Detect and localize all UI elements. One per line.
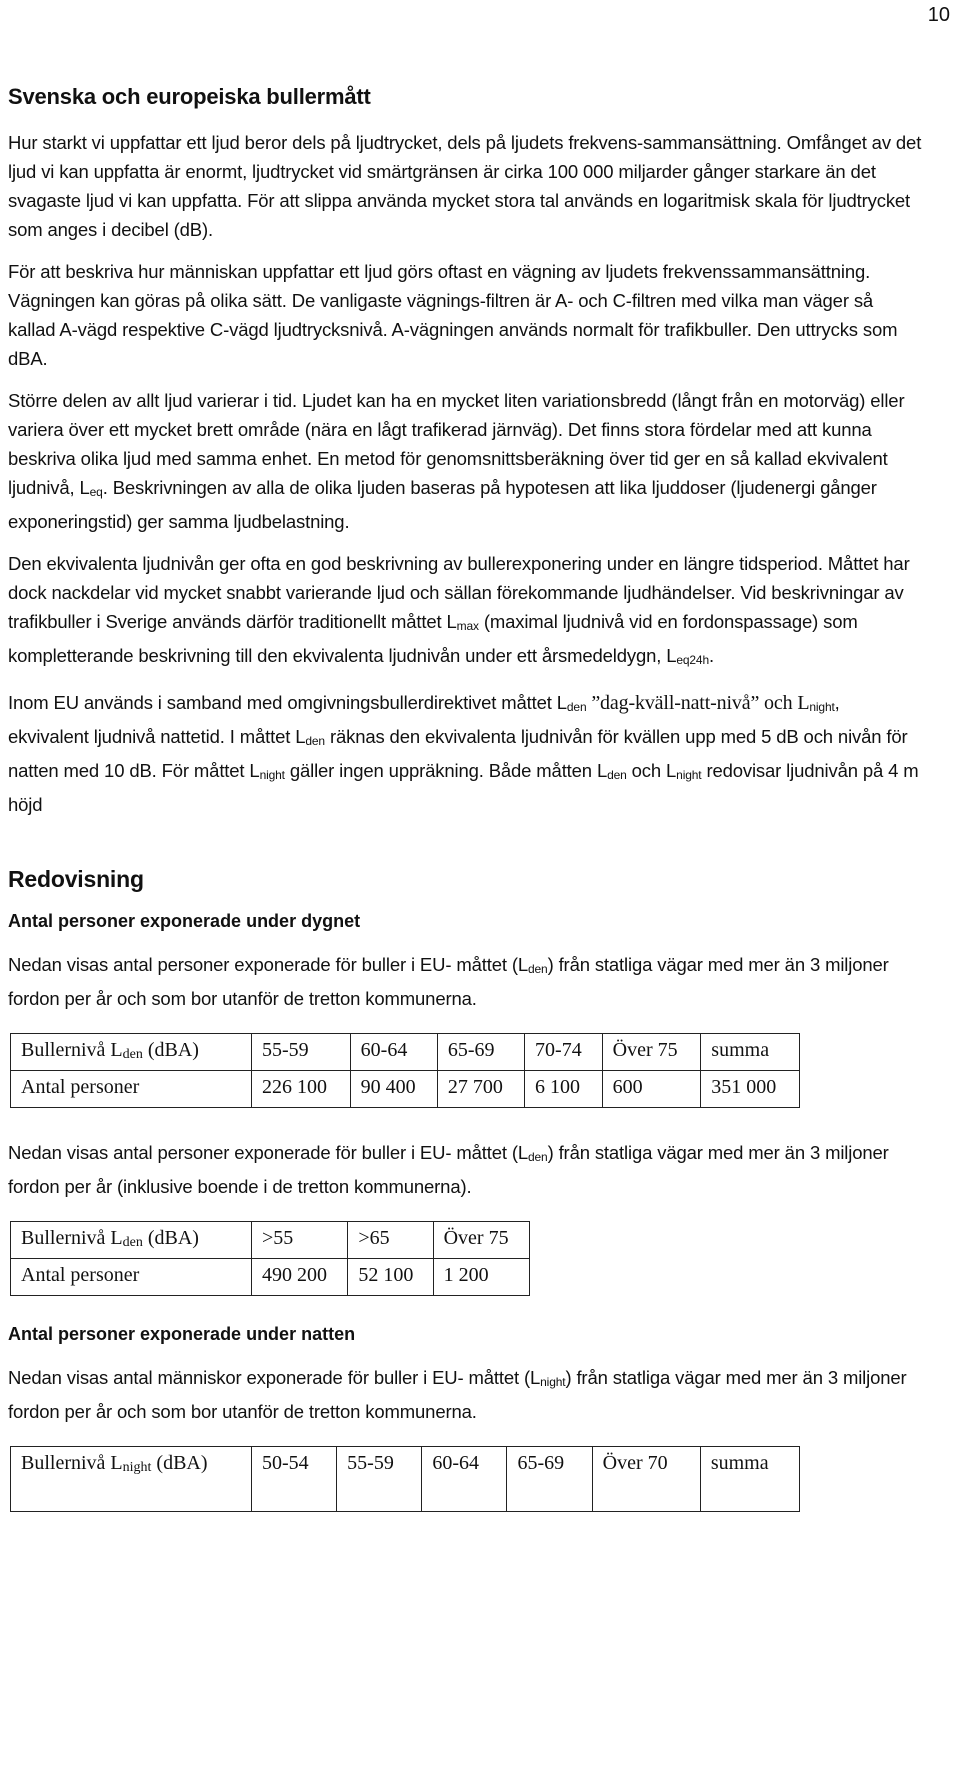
table-row-label: Antal personer bbox=[11, 1259, 252, 1296]
table-cell: 27 700 bbox=[437, 1071, 524, 1108]
paragraph-4: Den ekvivalenta ljudnivån ger ofta en god beskrivning av bullerexponering under en längre tidsperiod. Måttet har dock nackdelar vid mycket snabbt varierande ljud och sällan förekommande ljudhändelser. Vid beskrivningar av trafikbuller i Sverige används därför traditionellt måttet $L_{max}$ (maximal ljudnivå vid en fordonspassage) som kompletterande beskrivning till den ekvivalenta ljudnivån under ett årsmedeldygn, $L_{eq24h}$. bbox=[8, 553, 910, 667]
table-cell: >55 bbox=[252, 1222, 348, 1259]
table-row bbox=[11, 1071, 800, 1108]
table-row bbox=[11, 1259, 530, 1296]
paragraph-5: Inom EU används i samband med omgivningsbullerdirektivet måttet $L_{den}$ ”dag-kväll-natt-nivå” och $L_{night}$, ekvivalent ljudnivå nattetid. I måttet $L_{den}$ räknas den ekvivalenta ljudnivån för kvällen upp med 5 dB och nivån för natten med 10 dB. För måttet $L_{night}$ gäller ingen uppräkning. Både måtten $L_{den}$ och $L_{night}$ redovisar ljudnivån på 4 m höjd bbox=[8, 692, 919, 815]
paragraph-1: Hur starkt vi uppfattar ett ljud beror dels på ljudtrycket, dels på ljudets frekvens-sammansättning. Omfånget av det ljud vi kan uppfatta är enormt, ljudtrycket vid smärtgränsen är cirka 100 000 miljarder gånger starkare än det svagaste ljud vi kan uppfatta. För att slippa använda mycket stora tal används en logaritmisk skala för ljudtrycket som anges i decibel (dB). bbox=[8, 132, 922, 240]
table-row bbox=[11, 1222, 530, 1259]
paragraph-8: Nedan visas antal människor exponerade för buller i EU- måttet $(L_{night})$ från statliga vägar med mer än 3 miljoner fordon per år och som bor utanför de tretton kommunerna. bbox=[8, 1367, 907, 1422]
table-cell: 52 100 bbox=[348, 1259, 433, 1296]
table-cell: 90 400 bbox=[350, 1071, 437, 1108]
table-cell: 55-59 bbox=[252, 1034, 351, 1071]
paragraph-2: För att beskriva hur människan uppfattar ett ljud görs oftast en vägning av ljudets frekvenssammansättning. Vägningen kan göras på olika sätt. De vanligaste vägnings-filtren är A- och C-filtren med vilka man väger så kallad A-vägd respektive C-vägd ljudtrycksnivå. A-vägningen används normalt för trafikbuller. Den uttrycks som dBA. bbox=[8, 261, 898, 369]
table-header-label: Bullernivå $L_{den}$ (dBA) bbox=[11, 1222, 252, 1259]
section-heading-redovisning: Redovisning bbox=[8, 866, 144, 892]
table-cell: 60-64 bbox=[350, 1034, 437, 1071]
page-number: 10 bbox=[927, 4, 950, 26]
paragraph-3: Större delen av allt ljud varierar i tid. Ljudet kan ha en mycket liten variationsbredd (långt från en motorväg) eller variera över ett mycket brett område (nära en lågt trafikerad järnväg). Det finns stora fördelar med att kunna beskriva olika ljud med samma enhet. En metod för genomsnittsberäkning över tid ger en så kallad ekvivalent ljudnivå, $L_{eq}$. Beskrivningen av alla de olika ljuden baseras på hypotesen att lika ljuddoser (ljudenergi gånger exponeringstid) ger samma ljudbelastning. bbox=[8, 390, 905, 532]
table-row bbox=[11, 1034, 800, 1071]
table-cell: 70-74 bbox=[525, 1034, 603, 1071]
paragraph-7: Nedan visas antal personer exponerade för buller i EU- måttet $(L_{den})$ från statliga vägar med mer än 3 miljoner fordon per år (inklusive boende i de tretton kommunerna). bbox=[8, 1142, 889, 1197]
table-cell: 65-69 bbox=[507, 1447, 592, 1512]
table-cell: 6 100 bbox=[525, 1071, 603, 1108]
table-dygnet-utanfor bbox=[10, 1033, 800, 1108]
table-cell: Över 75 bbox=[602, 1034, 701, 1071]
table-cell: >65 bbox=[348, 1222, 433, 1259]
table-cell: 55-59 bbox=[337, 1447, 422, 1512]
table-cell: 1 200 bbox=[433, 1259, 529, 1296]
table-cell: 351 000 bbox=[701, 1071, 800, 1108]
table-cell: summa bbox=[701, 1034, 800, 1071]
table-dygnet-inklusive bbox=[10, 1221, 530, 1296]
table-header-label: Bullernivå $L_{den}$ (dBA) bbox=[11, 1034, 252, 1071]
subheading-dygnet: Antal personer exponerade under dygnet bbox=[8, 911, 361, 931]
table-cell: 490 200 bbox=[252, 1259, 348, 1296]
document-body bbox=[8, 84, 923, 1512]
section-heading-buller: Svenska och europeiska bullermått bbox=[8, 84, 371, 109]
table-cell: 65-69 bbox=[437, 1034, 524, 1071]
table-natten bbox=[10, 1446, 800, 1512]
table-header-label: Bullernivå $L_{night}$ (dBA) bbox=[11, 1447, 252, 1512]
table-row-label: Antal personer bbox=[11, 1071, 252, 1108]
table-cell: Över 75 bbox=[433, 1222, 529, 1259]
table-cell: 226 100 bbox=[252, 1071, 351, 1108]
table-cell: 60-64 bbox=[422, 1447, 507, 1512]
table-cell: 50-54 bbox=[252, 1447, 337, 1512]
table-row bbox=[11, 1447, 800, 1512]
subheading-natten: Antal personer exponerade under natten bbox=[8, 1324, 356, 1344]
paragraph-6: Nedan visas antal personer exponerade för buller i EU- måttet $(L_{den})$ från statliga vägar med mer än 3 miljoner fordon per år och som bor utanför de tretton kommunerna. bbox=[8, 954, 889, 1009]
table-cell: 600 bbox=[602, 1071, 701, 1108]
table-cell: Över 70 bbox=[592, 1447, 700, 1512]
table-cell: summa bbox=[700, 1447, 799, 1512]
